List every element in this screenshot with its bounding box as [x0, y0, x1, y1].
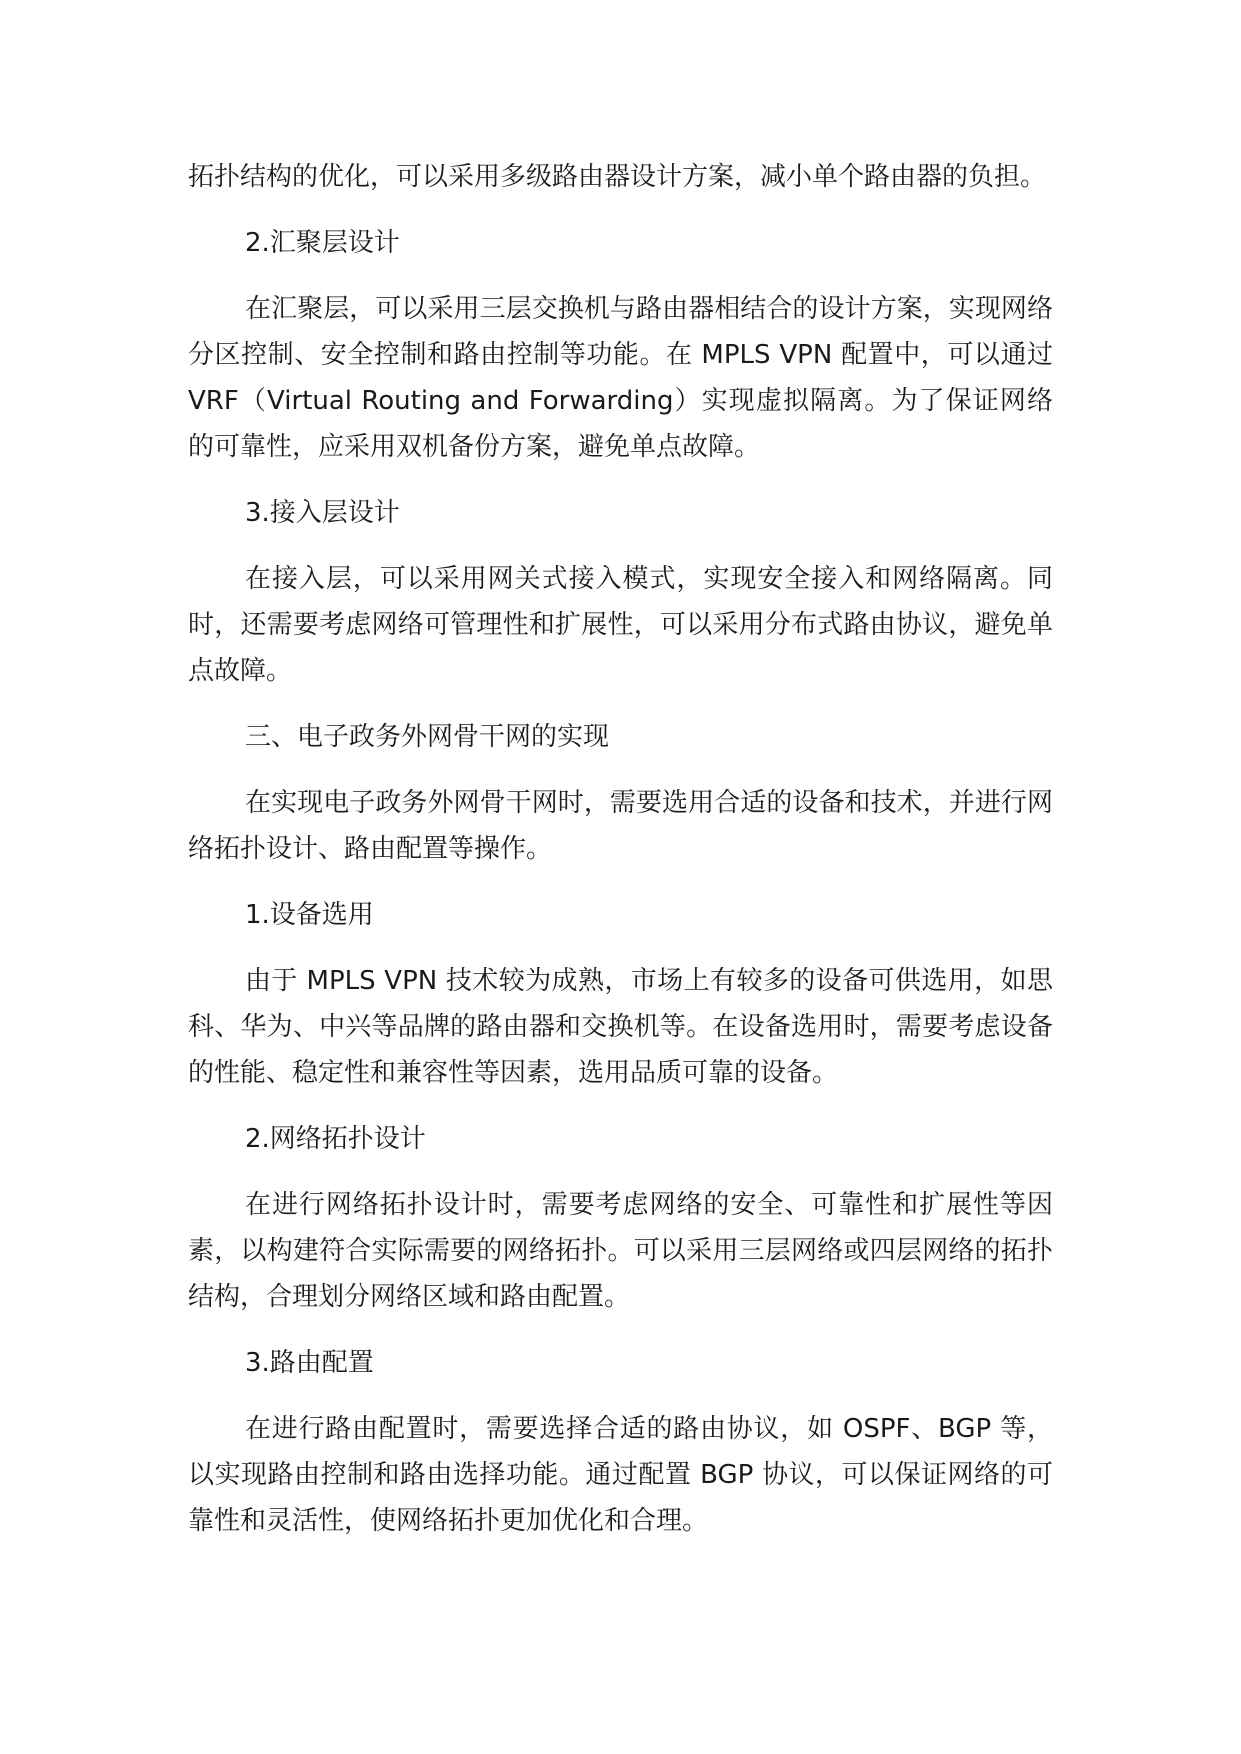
paragraph-continuation: 拓扑结构的优化，可以采用多级路由器设计方案，减小单个路由器的负担。	[188, 162, 1047, 192]
paragraph-topology: 在进行网络拓扑设计时，需要考虑网络的安全、可靠性和扩展性等因素，以构建符合实际需要的网络拓扑。可以采用三层网络或四层网络的拓扑结构，合理划分网络区域和路由配置。	[188, 1190, 1053, 1312]
section-heading-equipment: 1.设备选用	[245, 900, 374, 930]
chapter-heading-implementation: 三、电子政务外网骨干网的实现	[245, 722, 610, 752]
paragraph-aggregation-layer: 在汇聚层，可以采用三层交换机与路由器相结合的设计方案，实现网络分区控制、安全控制和路由控制等功能。在 MPLS VPN 配置中，可以通过 VRF（Virtual Routing and Forwarding）实现虚拟隔离。为了保证网络的可靠性，应采用双机备份方案，避免单点故障。	[188, 294, 1053, 462]
section-heading-access-layer: 3.接入层设计	[245, 498, 400, 528]
section-heading-routing: 3.路由配置	[245, 1348, 374, 1378]
document-body	[188, 154, 1053, 1564]
section-heading-topology: 2.网络拓扑设计	[245, 1124, 426, 1154]
paragraph-equipment: 由于 MPLS VPN 技术较为成熟，市场上有较多的设备可供选用，如思科、华为、中兴等品牌的路由器和交换机等。在设备选用时，需要考虑设备的性能、稳定性和兼容性等因素，选用品质可靠的设备。	[188, 966, 1053, 1088]
paragraph-routing: 在进行路由配置时，需要选择合适的路由协议，如 OSPF、BGP 等，以实现路由控制和路由选择功能。通过配置 BGP 协议，可以保证网络的可靠性和灵活性，使网络拓扑更加优化和合理。	[188, 1414, 1053, 1536]
section-heading-aggregation-layer: 2.汇聚层设计	[245, 228, 400, 258]
paragraph-implementation: 在实现电子政务外网骨干网时，需要选用合适的设备和技术，并进行网络拓扑设计、路由配置等操作。	[188, 788, 1053, 864]
paragraph-access-layer: 在接入层，可以采用网关式接入模式，实现安全接入和网络隔离。同时，还需要考虑网络可管理性和扩展性，可以采用分布式路由协议，避免单点故障。	[188, 564, 1053, 686]
